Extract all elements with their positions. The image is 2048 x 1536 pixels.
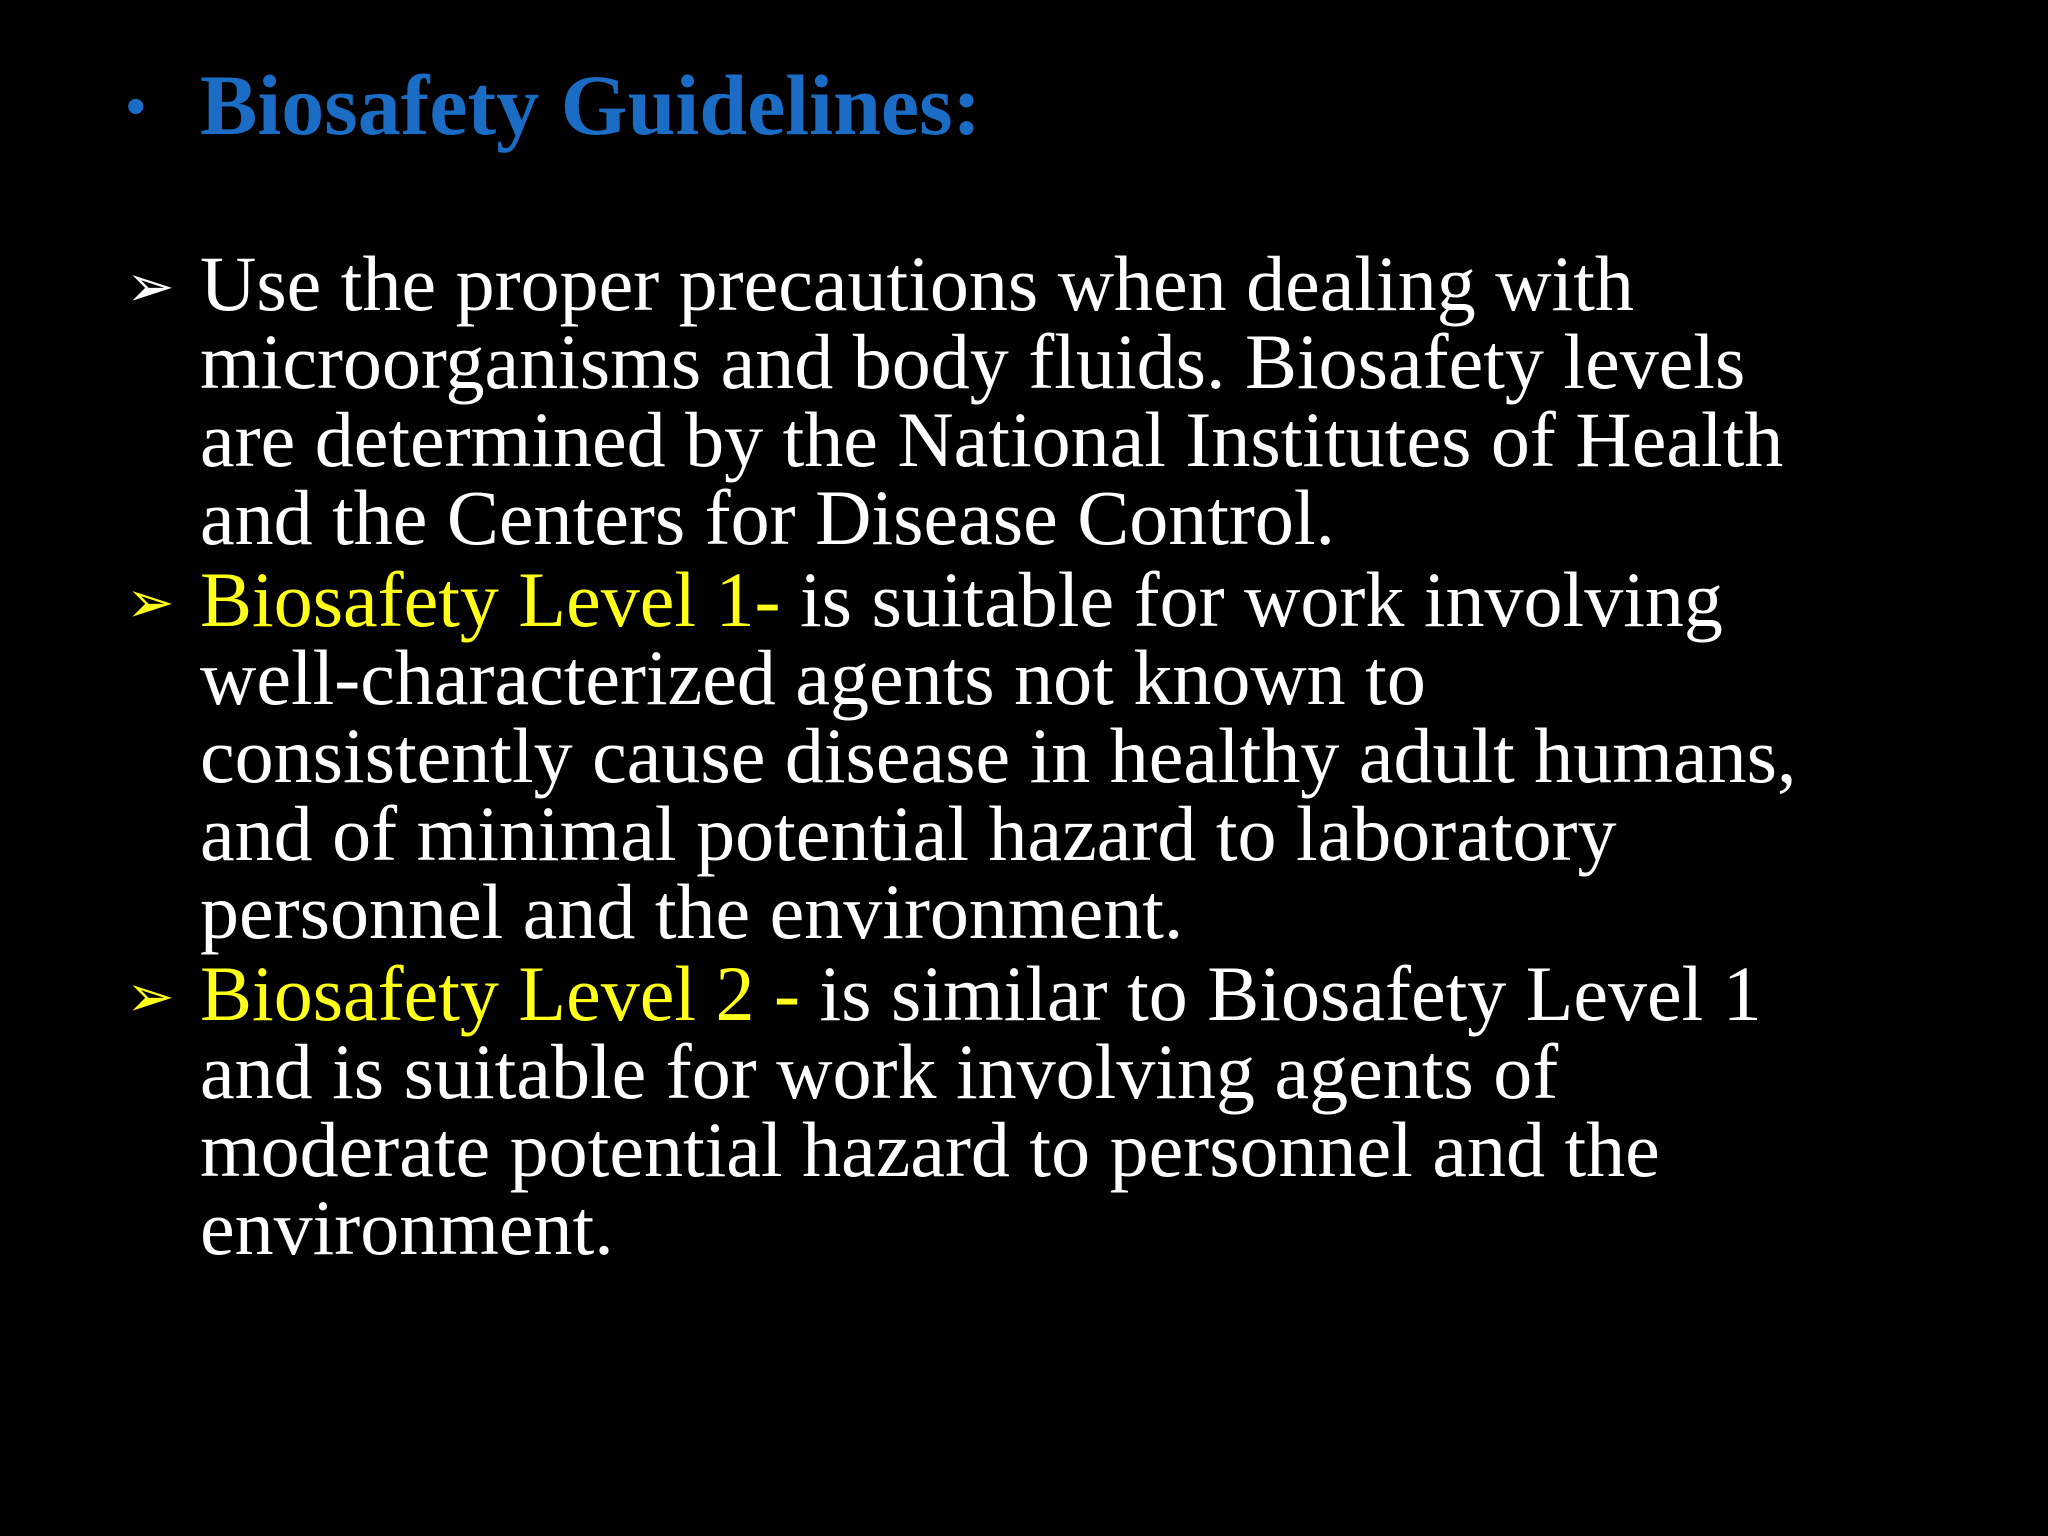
- text-line: and the Centers for Disease Control.: [200, 474, 1336, 561]
- bullet-list: [126, 240, 1986, 1271]
- bullet-item-level-2: [126, 950, 1986, 1271]
- level-description-start: is similar to Biosafety Level 1: [799, 950, 1762, 1037]
- text-line: and of minimal potential hazard to laboratory: [200, 790, 1617, 877]
- arrow-bullet-icon: ➢: [126, 962, 175, 1030]
- arrow-bullet-icon: ➢: [126, 252, 175, 320]
- level-heading: Biosafety Level 1-: [200, 556, 781, 643]
- title-bullet-icon: •: [126, 73, 146, 137]
- text-line: microorganisms and body fluids. Biosafety levels: [200, 318, 1746, 405]
- text-line-first: [200, 950, 1762, 1037]
- bullet-text: [200, 950, 1762, 1271]
- text-line: environment.: [200, 1184, 614, 1271]
- arrow-bullet-icon: ➢: [126, 568, 175, 636]
- level-description-start: is suitable for work involving: [780, 556, 1723, 643]
- title-text: Biosafety Guidelines:: [200, 57, 982, 153]
- text-line-first: [200, 556, 1796, 643]
- text-line: and is suitable for work involving agents of: [200, 1028, 1559, 1115]
- level-heading: Biosafety Level 2 -: [200, 950, 800, 1037]
- bullet-item-precautions: [126, 240, 1986, 561]
- text-line: well-characterized agents not known to: [200, 634, 1426, 721]
- text-line: Use the proper precautions when dealing with: [200, 240, 1634, 327]
- text-line: are determined by the National Institutes of Health: [200, 396, 1784, 483]
- bullet-item-level-1: [126, 556, 1986, 955]
- slide-title: [126, 50, 981, 160]
- text-line: moderate potential hazard to personnel and the: [200, 1106, 1660, 1193]
- text-line: consistently cause disease in healthy adult humans,: [200, 712, 1797, 799]
- text-line: personnel and the environment.: [200, 868, 1184, 955]
- bullet-text: [200, 556, 1797, 955]
- bullet-text: [200, 240, 1784, 561]
